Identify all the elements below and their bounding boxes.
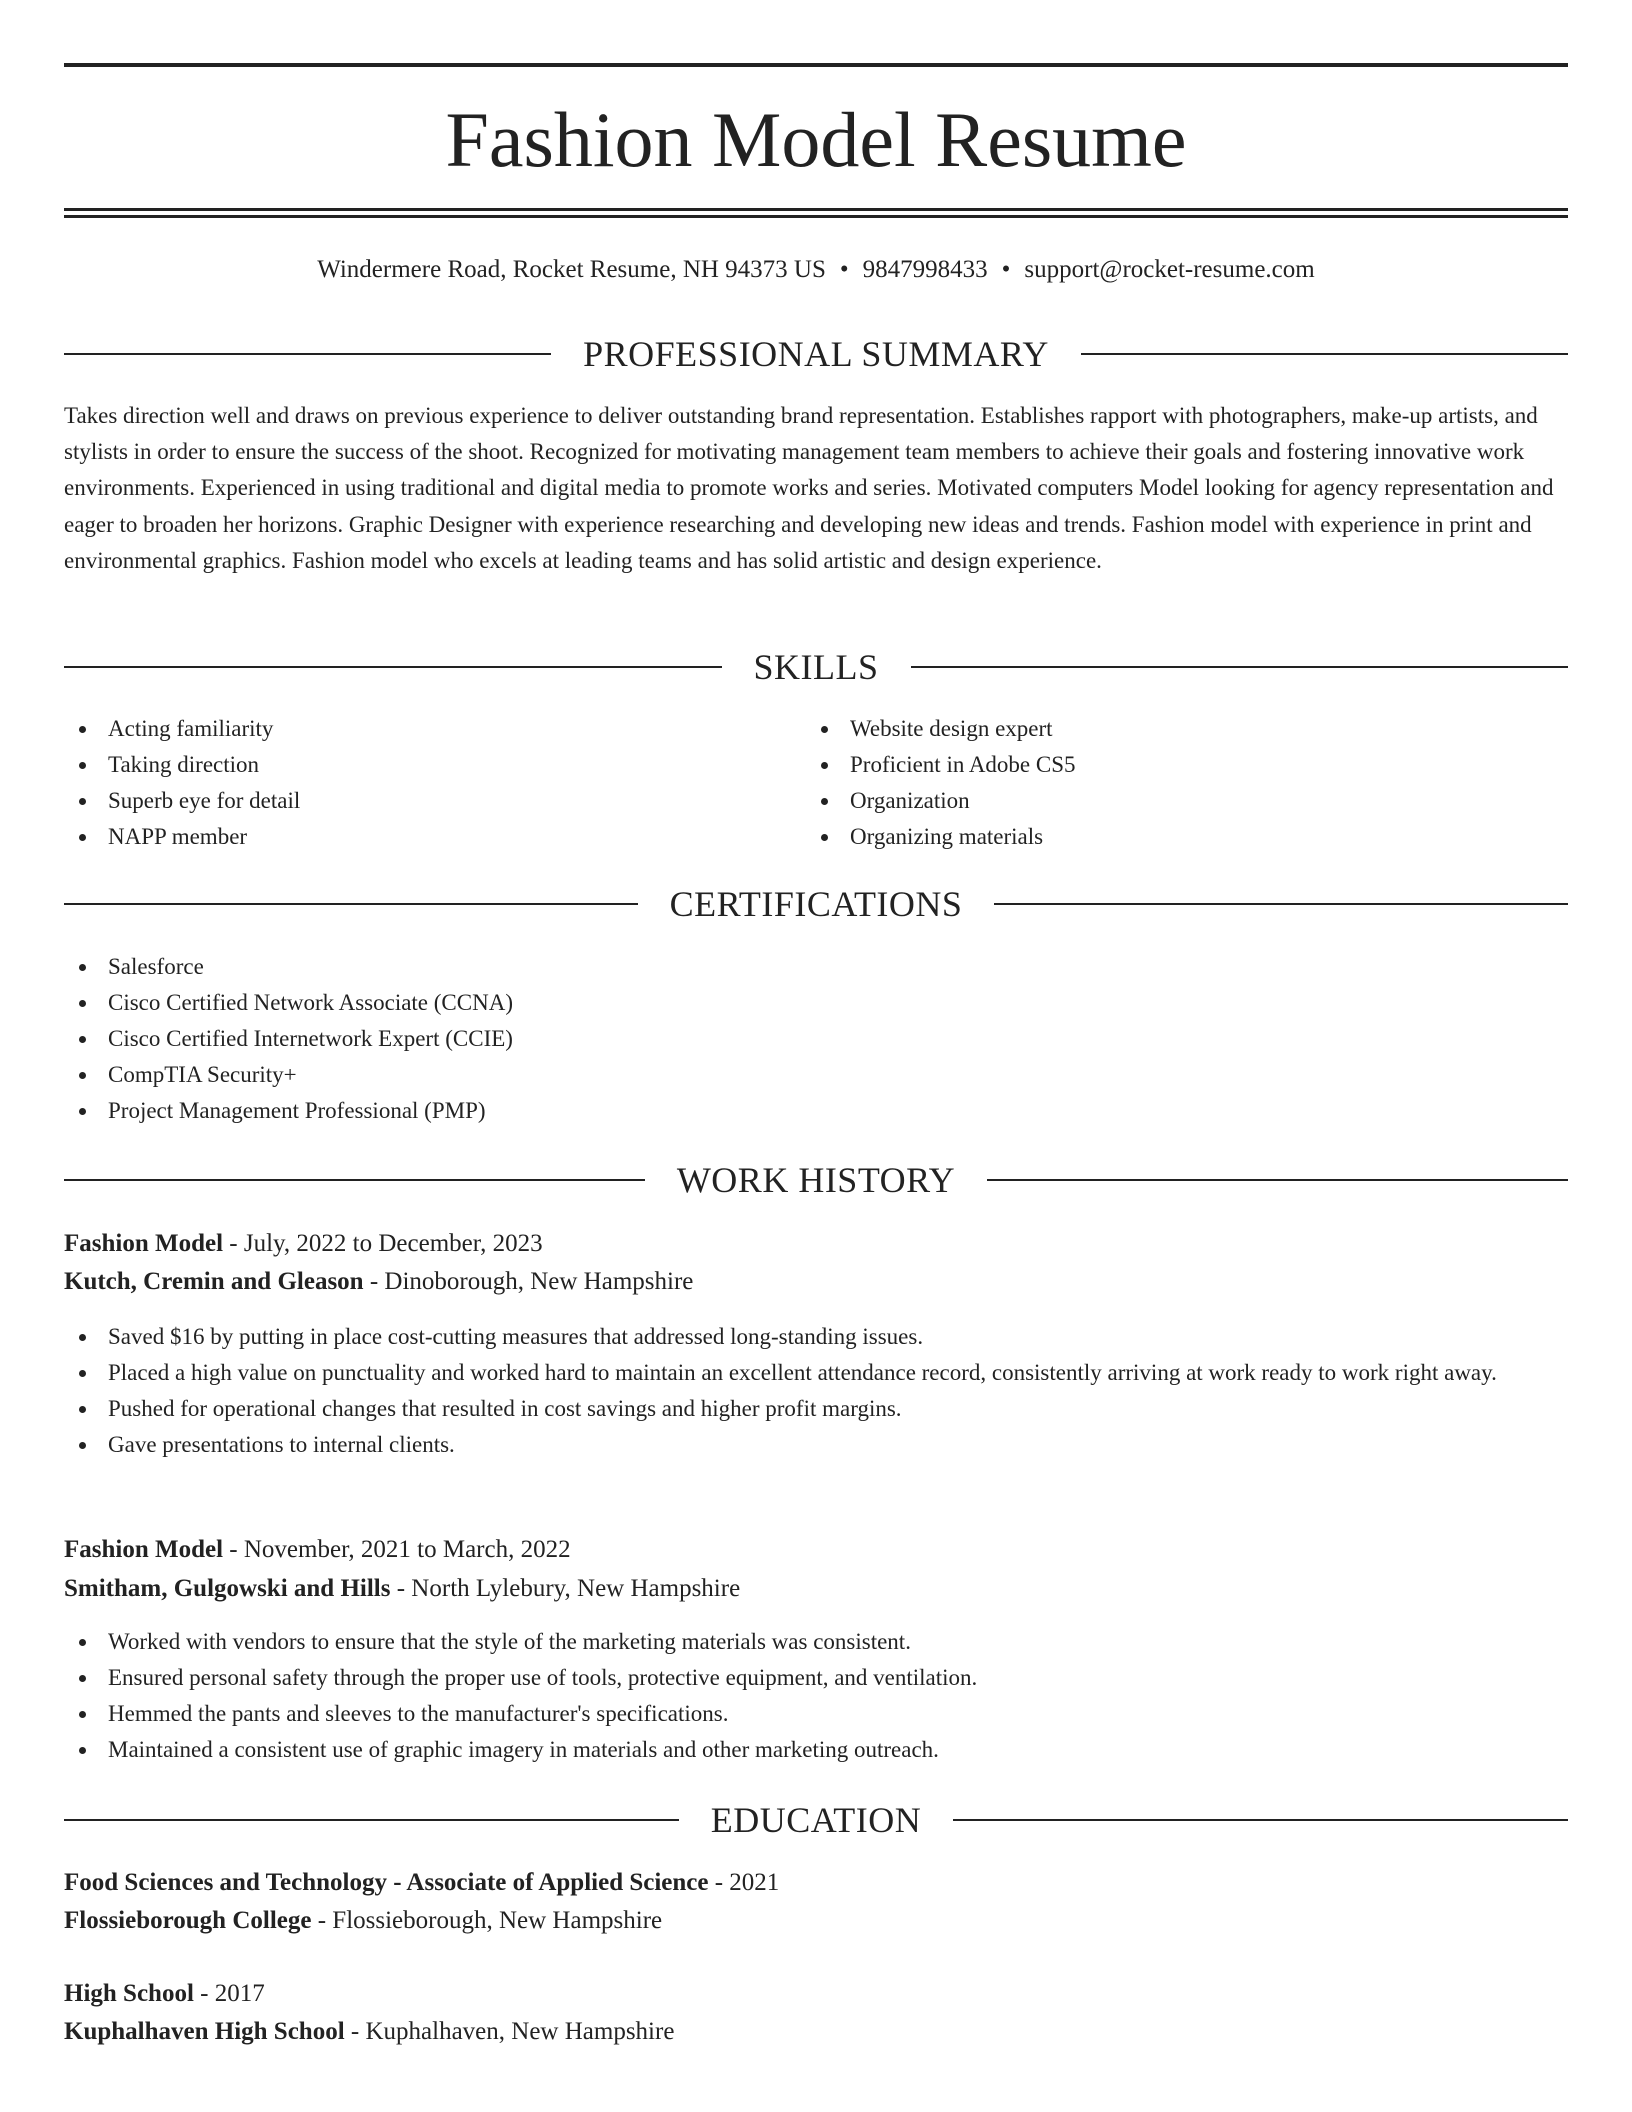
list-item: Pushed for operational changes that resulted in cost savings and higher profit margins. <box>64 1391 1568 1427</box>
list-item: Superb eye for detail <box>64 783 804 819</box>
education-school-line <box>64 2013 1568 2051</box>
education-school: Flossieborough College <box>64 1907 312 1934</box>
list-item: NAPP member <box>64 819 804 855</box>
list-item: Saved $16 by putting in place cost-cutting measures that addressed long-standing issues. <box>64 1319 1568 1355</box>
skills-list-right <box>806 711 1566 855</box>
summary-text: Takes direction well and draws on previous experience to deliver outstanding brand representation. Establishes rapport with photographers, make-up artists, and stylists in order to ensure the success of the shoot. Recognized for motivating management team members to achieve their goals and fostering innovative work environments. Experienced in using traditional and digital media to promote works and series. Motivated computers Model looking for agency representation and eager to broaden her horizons. Graphic Designer with experience researching and developing new ideas and trends. Fashion model with experience in print and environmental graphics. Fashion model who excels at leading teams and has solid artistic and design experience. <box>64 403 1554 573</box>
list-item: Cisco Certified Internetwork Expert (CCIE) <box>64 1021 1568 1057</box>
list-item: Acting familiarity <box>64 711 804 747</box>
education-year: - 2021 <box>708 1869 780 1896</box>
section-heading-work <box>64 1160 1568 1200</box>
education-degree-line <box>64 1975 1568 2013</box>
job-company: Kutch, Cremin and Gleason <box>64 1268 364 1295</box>
resume-title: Fashion Model Resume <box>445 96 1187 183</box>
job-bullets <box>64 1624 1568 1768</box>
contact-line <box>64 252 1568 288</box>
job-title: Fashion Model <box>64 1536 224 1563</box>
education-degree-line <box>64 1864 1568 1902</box>
section-title-certifications: CERTIFICATIONS <box>669 884 963 924</box>
heading-rule-left <box>64 1819 679 1821</box>
list-item: Worked with vendors to ensure that the style of the marketing materials was consistent. <box>64 1624 1568 1660</box>
list-item: Maintained a consistent use of graphic imagery in materials and other marketing outreach. <box>64 1732 1568 1768</box>
title-rule-lower <box>64 215 1568 218</box>
job-bullets <box>64 1319 1568 1463</box>
section-heading-skills <box>64 647 1568 687</box>
list-item: Gave presentations to internal clients. <box>64 1427 1568 1463</box>
heading-rule-right <box>1081 353 1568 355</box>
section-heading-summary <box>64 334 1568 374</box>
job-location: - Dinoborough, New Hampshire <box>363 1268 694 1295</box>
list-item: Website design expert <box>806 711 1566 747</box>
contact-separator: • <box>1001 256 1011 283</box>
list-item: Cisco Certified Network Associate (CCNA) <box>64 985 1568 1021</box>
job-dates: - November, 2021 to March, 2022 <box>223 1536 571 1563</box>
list-item: Placed a high value on punctuality and worked hard to maintain an excellent attendance record, consistently arriving at work ready to work right away. <box>64 1355 1568 1391</box>
job-title-line <box>64 1531 1568 1569</box>
section-title-summary: PROFESSIONAL SUMMARY <box>583 334 1049 374</box>
list-item: Organizing materials <box>806 819 1566 855</box>
list-item: Project Management Professional (PMP) <box>64 1093 1568 1129</box>
education-school: Kuphalhaven High School <box>64 2018 345 2045</box>
heading-rule-right <box>994 903 1568 905</box>
contact-email: support@rocket-resume.com <box>1024 256 1315 283</box>
top-rule <box>64 63 1568 67</box>
education-degree: High School <box>64 1980 194 2007</box>
section-heading-certifications <box>64 884 1568 924</box>
list-item: Ensured personal safety through the proper use of tools, protective equipment, and ventilation. <box>64 1660 1568 1696</box>
heading-rule-right <box>987 1179 1568 1181</box>
education-degree: Food Sciences and Technology - Associate of Applied Science <box>64 1869 709 1896</box>
skills-list-left <box>64 711 804 855</box>
education-year: - 2017 <box>193 1980 265 2007</box>
list-item: Hemmed the pants and sleeves to the manufacturer's specifications. <box>64 1696 1568 1732</box>
heading-rule-left <box>64 666 722 668</box>
job-company: Smitham, Gulgowski and Hills <box>64 1575 391 1602</box>
job-company-line <box>64 1263 1568 1301</box>
heading-rule-right <box>953 1819 1568 1821</box>
job-dates: - July, 2022 to December, 2023 <box>223 1230 543 1257</box>
section-heading-education <box>64 1800 1568 1840</box>
job-location: - North Lylebury, New Hampshire <box>390 1575 741 1602</box>
title-rule-upper <box>64 208 1568 211</box>
section-title-work: WORK HISTORY <box>676 1160 956 1200</box>
list-item: Organization <box>806 783 1566 819</box>
heading-rule-left <box>64 353 551 355</box>
job-company-line <box>64 1570 1568 1608</box>
heading-rule-left <box>64 1179 645 1181</box>
list-item: Salesforce <box>64 949 1568 985</box>
education-location: - Kuphalhaven, New Hampshire <box>344 2018 675 2045</box>
heading-rule-right <box>911 666 1569 668</box>
job-title-line <box>64 1225 1568 1263</box>
list-item: Taking direction <box>64 747 804 783</box>
section-title-education: EDUCATION <box>710 1800 922 1840</box>
contact-phone: 9847998433 <box>862 256 988 283</box>
certifications-list <box>64 949 1568 1129</box>
contact-address: Windermere Road, Rocket Resume, NH 94373 US <box>317 256 826 283</box>
heading-rule-left <box>64 903 638 905</box>
list-item: CompTIA Security+ <box>64 1057 1568 1093</box>
job-title: Fashion Model <box>64 1230 224 1257</box>
section-title-skills: SKILLS <box>753 647 879 687</box>
contact-separator: • <box>839 256 849 283</box>
list-item: Proficient in Adobe CS5 <box>806 747 1566 783</box>
education-location: - Flossieborough, New Hampshire <box>311 1907 663 1934</box>
education-school-line <box>64 1902 1568 1940</box>
